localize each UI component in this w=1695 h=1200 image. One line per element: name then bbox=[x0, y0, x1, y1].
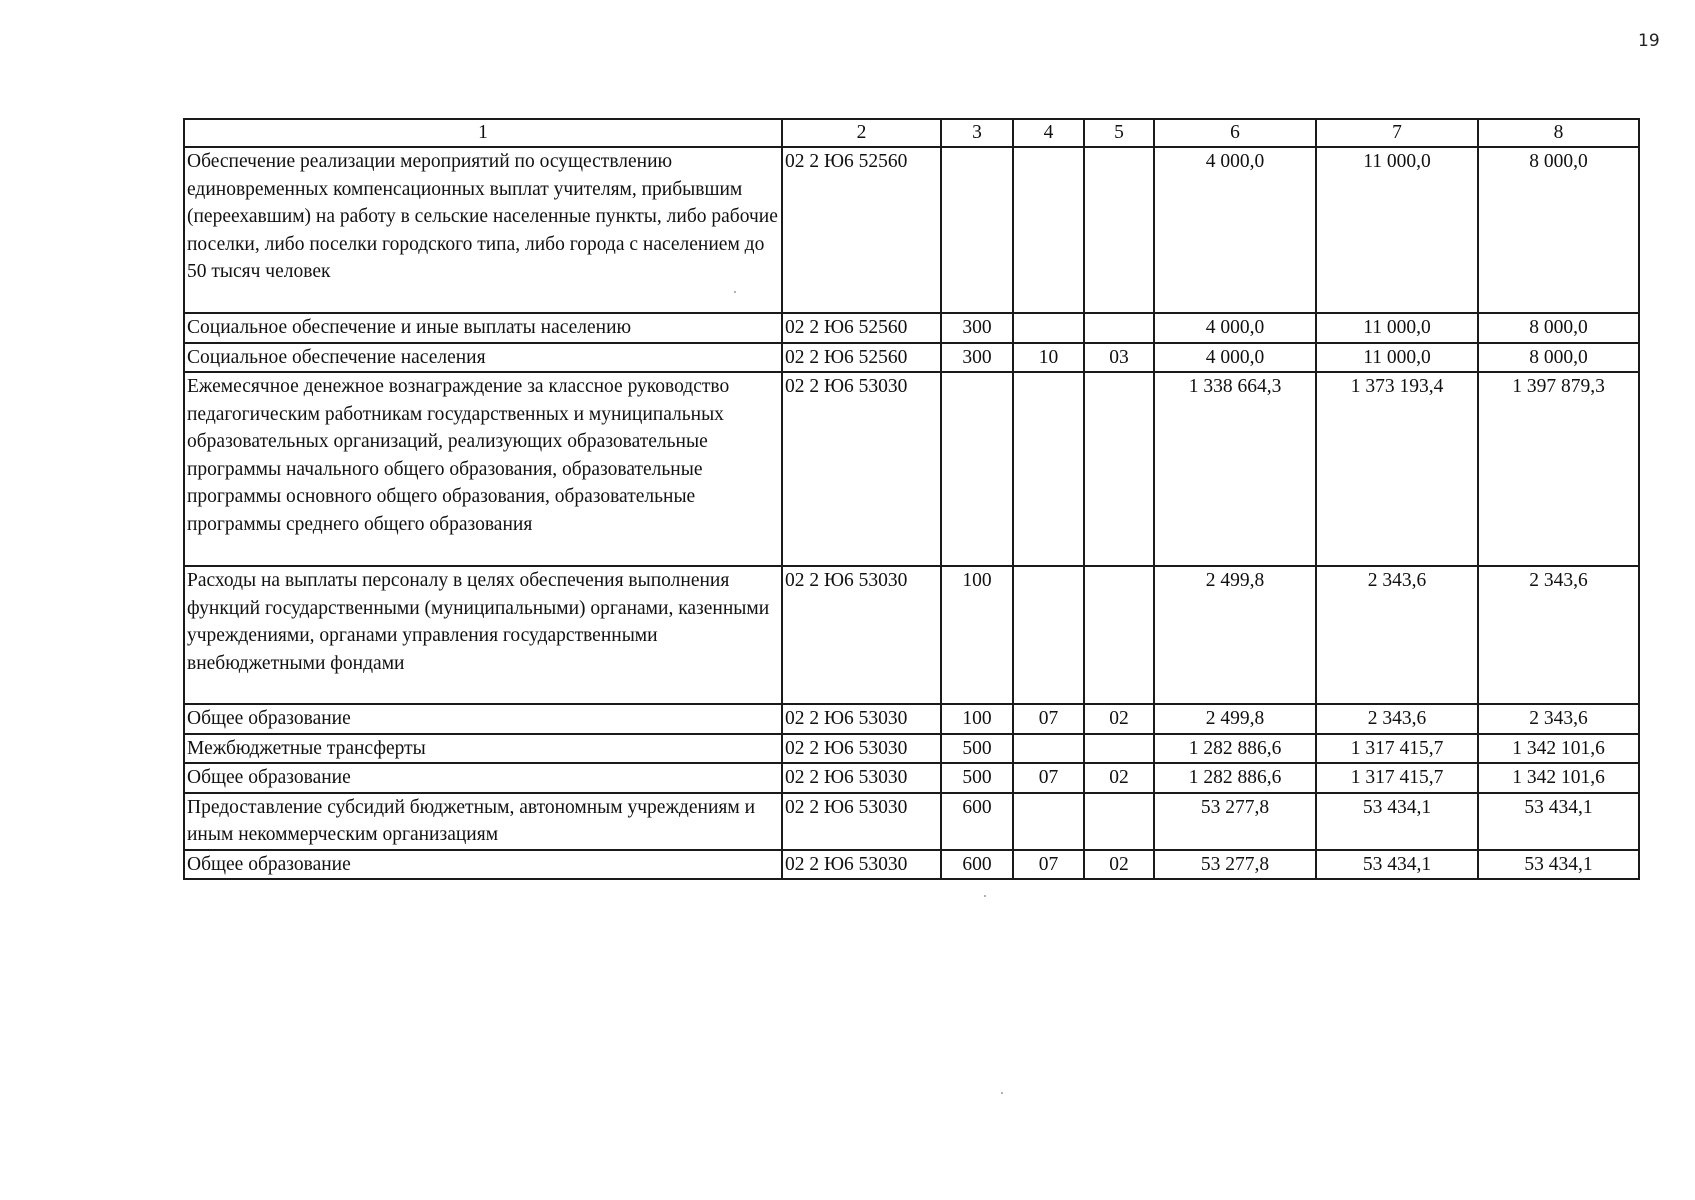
header-cell-4: 4 bbox=[1013, 119, 1084, 147]
table-row bbox=[184, 704, 1639, 734]
row-value-6: 2 499,8 bbox=[1154, 566, 1316, 704]
header-cell-7: 7 bbox=[1316, 119, 1478, 147]
row-col4 bbox=[1013, 372, 1084, 566]
header-cell-3: 3 bbox=[941, 119, 1013, 147]
header-cell-2: 2 bbox=[782, 119, 941, 147]
row-code: 02 2 Ю6 52560 bbox=[782, 313, 941, 343]
table-row bbox=[184, 850, 1639, 880]
row-name: Социальное обеспечение населения bbox=[184, 343, 782, 373]
row-col3: 600 bbox=[941, 850, 1013, 880]
row-value-7: 11 000,0 bbox=[1316, 147, 1478, 313]
row-name: Общее образование bbox=[184, 763, 782, 793]
row-col4 bbox=[1013, 566, 1084, 704]
row-col3: 300 bbox=[941, 343, 1013, 373]
scan-speck bbox=[734, 291, 736, 293]
row-col3: 600 bbox=[941, 793, 1013, 850]
row-col3: 500 bbox=[941, 734, 1013, 764]
row-value-8: 8 000,0 bbox=[1478, 147, 1639, 313]
row-value-6: 53 277,8 bbox=[1154, 793, 1316, 850]
row-code: 02 2 Ю6 53030 bbox=[782, 566, 941, 704]
row-value-8: 1 342 101,6 bbox=[1478, 734, 1639, 764]
table-row bbox=[184, 566, 1639, 704]
row-value-6: 2 499,8 bbox=[1154, 704, 1316, 734]
row-code: 02 2 Ю6 53030 bbox=[782, 850, 941, 880]
row-col4: 07 bbox=[1013, 850, 1084, 880]
row-col4 bbox=[1013, 313, 1084, 343]
row-col5 bbox=[1084, 147, 1154, 313]
row-name: Общее образование bbox=[184, 704, 782, 734]
header-cell-6: 6 bbox=[1154, 119, 1316, 147]
row-name: Межбюджетные трансферты bbox=[184, 734, 782, 764]
row-name: Расходы на выплаты персоналу в целях обеспечения выполнения функций государственными (муниципальными) органами, казенными учреждениями, органами управления государственными внебюджетными фондами bbox=[184, 566, 782, 704]
row-col5 bbox=[1084, 372, 1154, 566]
row-name: Социальное обеспечение и иные выплаты населению bbox=[184, 313, 782, 343]
row-col4: 07 bbox=[1013, 704, 1084, 734]
row-col5: 02 bbox=[1084, 704, 1154, 734]
row-col4: 07 bbox=[1013, 763, 1084, 793]
row-col4 bbox=[1013, 734, 1084, 764]
table-row bbox=[184, 313, 1639, 343]
row-value-8: 8 000,0 bbox=[1478, 343, 1639, 373]
row-name: Ежемесячное денежное вознаграждение за классное руководство педагогическим работникам государственных и муниципальных образовательных организаций, реализующих образовательные программы начального общего образования, образовательные программы основного общего образования, образовательные программы среднего общего образования bbox=[184, 372, 782, 566]
row-value-6: 4 000,0 bbox=[1154, 343, 1316, 373]
row-value-8: 8 000,0 bbox=[1478, 313, 1639, 343]
scan-speck bbox=[1001, 1092, 1003, 1094]
row-code: 02 2 Ю6 52560 bbox=[782, 343, 941, 373]
row-code: 02 2 Ю6 53030 bbox=[782, 734, 941, 764]
row-value-7: 53 434,1 bbox=[1316, 850, 1478, 880]
row-value-7: 11 000,0 bbox=[1316, 313, 1478, 343]
row-value-7: 2 343,6 bbox=[1316, 704, 1478, 734]
row-code: 02 2 Ю6 52560 bbox=[782, 147, 941, 313]
table-row bbox=[184, 734, 1639, 764]
row-value-8: 53 434,1 bbox=[1478, 793, 1639, 850]
row-value-8: 1 342 101,6 bbox=[1478, 763, 1639, 793]
row-col3: 100 bbox=[941, 566, 1013, 704]
row-col3: 300 bbox=[941, 313, 1013, 343]
row-code: 02 2 Ю6 53030 bbox=[782, 763, 941, 793]
row-col3 bbox=[941, 147, 1013, 313]
row-code: 02 2 Ю6 53030 bbox=[782, 372, 941, 566]
row-value-8: 53 434,1 bbox=[1478, 850, 1639, 880]
row-col5 bbox=[1084, 734, 1154, 764]
row-value-6: 53 277,8 bbox=[1154, 850, 1316, 880]
row-col4 bbox=[1013, 147, 1084, 313]
row-col5 bbox=[1084, 313, 1154, 343]
row-name: Обеспечение реализации мероприятий по осуществлению единовременных компенсационных выплат учителям, прибывшим (переехавшим) на работу в сельские населенные пункты, либо рабочие поселки, либо поселки городского типа, либо города с населением до 50 тысяч человек bbox=[184, 147, 782, 313]
table-row bbox=[184, 763, 1639, 793]
row-col5 bbox=[1084, 566, 1154, 704]
row-col5: 02 bbox=[1084, 850, 1154, 880]
table-row bbox=[184, 343, 1639, 373]
row-col5 bbox=[1084, 793, 1154, 850]
row-value-8: 2 343,6 bbox=[1478, 566, 1639, 704]
row-name: Предоставление субсидий бюджетным, автономным учреждениям и иным некоммерческим организациям bbox=[184, 793, 782, 850]
row-value-6: 4 000,0 bbox=[1154, 313, 1316, 343]
row-value-8: 2 343,6 bbox=[1478, 704, 1639, 734]
scan-speck bbox=[984, 895, 986, 897]
table-row bbox=[184, 793, 1639, 850]
budget-table bbox=[183, 118, 1640, 880]
header-cell-8: 8 bbox=[1478, 119, 1639, 147]
header-cell-1: 1 bbox=[184, 119, 782, 147]
table-header-row bbox=[184, 119, 1639, 147]
row-value-6: 1 338 664,3 bbox=[1154, 372, 1316, 566]
row-col3 bbox=[941, 372, 1013, 566]
row-value-7: 2 343,6 bbox=[1316, 566, 1478, 704]
row-value-7: 53 434,1 bbox=[1316, 793, 1478, 850]
row-value-7: 1 317 415,7 bbox=[1316, 734, 1478, 764]
row-value-6: 1 282 886,6 bbox=[1154, 734, 1316, 764]
row-value-8: 1 397 879,3 bbox=[1478, 372, 1639, 566]
row-value-7: 11 000,0 bbox=[1316, 343, 1478, 373]
row-value-6: 4 000,0 bbox=[1154, 147, 1316, 313]
row-name: Общее образование bbox=[184, 850, 782, 880]
row-col5: 03 bbox=[1084, 343, 1154, 373]
row-col3: 500 bbox=[941, 763, 1013, 793]
row-col4: 10 bbox=[1013, 343, 1084, 373]
header-cell-5: 5 bbox=[1084, 119, 1154, 147]
row-code: 02 2 Ю6 53030 bbox=[782, 793, 941, 850]
row-col3: 100 bbox=[941, 704, 1013, 734]
page-number: 19 bbox=[1638, 31, 1660, 51]
row-value-6: 1 282 886,6 bbox=[1154, 763, 1316, 793]
table-row bbox=[184, 147, 1639, 313]
row-code: 02 2 Ю6 53030 bbox=[782, 704, 941, 734]
row-value-7: 1 317 415,7 bbox=[1316, 763, 1478, 793]
row-col5: 02 bbox=[1084, 763, 1154, 793]
row-value-7: 1 373 193,4 bbox=[1316, 372, 1478, 566]
row-col4 bbox=[1013, 793, 1084, 850]
table-row bbox=[184, 372, 1639, 566]
